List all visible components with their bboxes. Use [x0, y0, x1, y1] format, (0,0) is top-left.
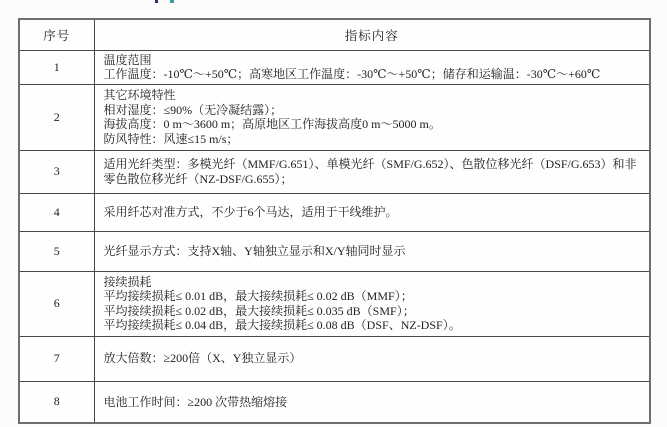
content-line: 光纤显示方式：支持X轴、Y轴独立显示和X/Y轴同时显示 — [103, 243, 406, 258]
row-number: 2 — [19, 84, 94, 150]
row-content — [94, 50, 650, 84]
row-number: 4 — [19, 193, 94, 231]
row-content — [94, 381, 650, 423]
content-line: 工作温度：-10℃～+50℃；高寒地区工作温度：-30℃～+50℃；储存和运输温：-30℃～+60℃ — [103, 67, 601, 81]
content-line: 温度范围 — [103, 52, 152, 67]
spec-table — [18, 18, 651, 424]
row-content — [94, 336, 650, 381]
row-number: 5 — [19, 231, 94, 271]
content-line: 其它环境特性 — [103, 88, 176, 102]
table-row — [19, 381, 650, 423]
table-row — [19, 84, 650, 150]
table-row — [19, 193, 650, 231]
table-row — [19, 150, 650, 193]
row-number: 8 — [19, 381, 94, 423]
row-content — [94, 84, 650, 150]
content-line: 适用光纤类型：多模光纤（MMF/G.651）、单模光纤（SMF/G.652）、色散位移光纤（DSF/G.653）和非零色散位移光纤（NZ-DSF/G.655）； — [103, 157, 637, 186]
row-number: 3 — [19, 150, 94, 193]
row-number: 7 — [19, 336, 94, 381]
content-line: 接续损耗 — [103, 274, 152, 289]
table-header-row — [19, 19, 650, 50]
row-content — [94, 231, 650, 271]
header-cell-content: 指标内容 — [94, 19, 650, 50]
content-line: 放大倍数：≥200倍（X、Y独立显示） — [103, 351, 302, 366]
content-line: 海拔高度：0 m～3600 m；高原地区工作海拔高度0 m～5000 m。 — [103, 117, 441, 131]
table-row — [19, 271, 650, 336]
header-cell-number: 序号 — [19, 19, 94, 50]
content-line: 平均接续损耗≤ 0.01 dB，最大接续损耗≤ 0.02 dB（MMF）； — [103, 289, 413, 303]
table-row — [19, 231, 650, 271]
content-line: 防风特性：风速≤15 m/s； — [103, 131, 239, 146]
spec-table-body — [19, 50, 650, 423]
content-line: 电池工作时间：≥200 次带热缩熔接 — [103, 394, 288, 409]
cropped-text-artifact — [170, 0, 174, 3]
table-row — [19, 336, 650, 381]
content-line: 相对湿度：≤90%（无冷凝结露）； — [103, 102, 283, 117]
cropped-text-artifact — [155, 0, 158, 3]
row-number: 6 — [19, 271, 94, 336]
row-content — [94, 193, 650, 231]
table-row — [19, 50, 650, 84]
content-line: 平均接续损耗≤ 0.02 dB，最大接续损耗≤ 0.035 dB（SMF）； — [103, 303, 415, 318]
row-content — [94, 150, 650, 193]
row-content — [94, 271, 650, 336]
content-line: 采用纤芯对准方式，不少于6个马达，适用于干线维护。 — [103, 204, 398, 219]
row-number: 1 — [19, 50, 94, 84]
content-line: 平均接续损耗≤ 0.04 dB，最大接续损耗≤ 0.08 dB（DSF、NZ-DSF）。 — [103, 318, 461, 332]
